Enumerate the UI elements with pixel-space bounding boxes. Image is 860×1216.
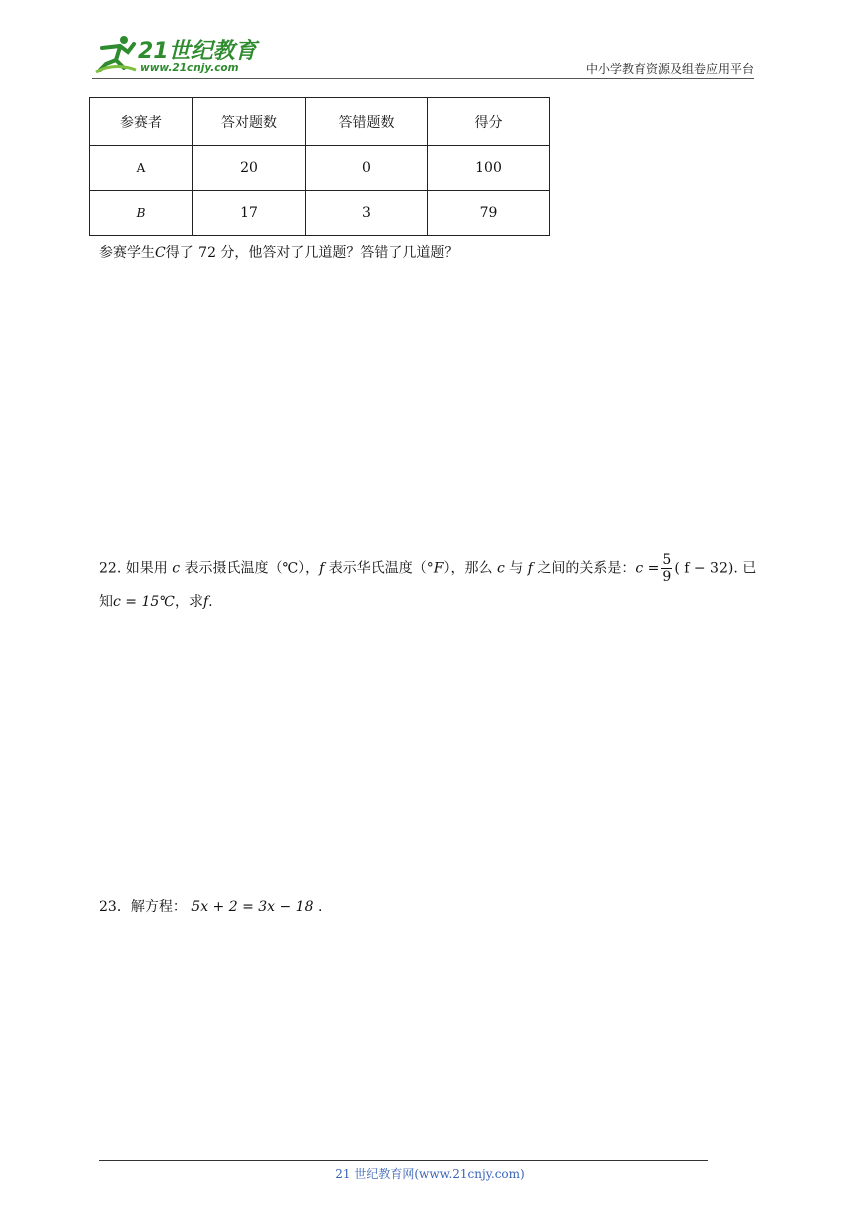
question-number: 22 bbox=[99, 560, 117, 577]
table-header-cell: 答错题数 bbox=[306, 98, 428, 146]
question-22-text-line2 bbox=[99, 592, 213, 612]
q22-var: F bbox=[433, 560, 444, 577]
logo-url: www.21cnjy.com bbox=[140, 62, 239, 74]
runner-logo-icon bbox=[94, 34, 138, 74]
table-header-cell: 答对题数 bbox=[193, 98, 306, 146]
fraction-denominator: 9 bbox=[662, 569, 672, 585]
q22-formula-rhs: ( f − 32) bbox=[674, 560, 734, 577]
q22-var: f bbox=[527, 560, 533, 577]
fraction bbox=[661, 552, 672, 585]
table-row bbox=[90, 146, 550, 191]
table-cell: 100 bbox=[428, 146, 550, 191]
footer-text: 21 世纪教育网(www.21cnjy.com) bbox=[335, 1167, 525, 1181]
q22-var: c bbox=[496, 560, 505, 577]
q21-text-part: 参赛学生 bbox=[99, 245, 155, 261]
q23-text-part: . bbox=[317, 899, 323, 915]
table-cell: B bbox=[90, 191, 193, 236]
header-divider bbox=[92, 78, 754, 79]
q22-given: c = 15℃ bbox=[113, 594, 175, 610]
q22-text-part: ），那么 bbox=[443, 560, 493, 577]
table-header-row bbox=[90, 98, 550, 146]
footer-divider bbox=[99, 1160, 708, 1161]
site-logo bbox=[92, 30, 262, 78]
q22-formula-lhs: c = bbox=[635, 560, 660, 577]
table-cell: 17 bbox=[193, 191, 306, 236]
header-platform-text: 中小学教育资源及组卷应用平台 bbox=[585, 62, 754, 76]
q22-text-part: . 已 bbox=[733, 560, 757, 577]
question-23-text bbox=[99, 897, 322, 917]
question-22-text: 22. 如果用 c 表示摄氏温度（℃），f 表示华氏温度（°F），那么 c 与 f 之间的关系是：c = $\frac{5}{9}$ ( f − 32). 已 bbox=[99, 552, 757, 585]
q22-text-part: 表示摄氏温度（℃）， bbox=[184, 560, 320, 577]
table-header-cell: 参赛者 bbox=[90, 98, 193, 146]
q21-var-c: C bbox=[155, 245, 166, 261]
table-header-cell: 得分 bbox=[428, 98, 550, 146]
table-cell: 79 bbox=[428, 191, 550, 236]
table-cell: 3 bbox=[306, 191, 428, 236]
table-cell: 20 bbox=[193, 146, 306, 191]
table-row bbox=[90, 191, 550, 236]
table-cell: 0 bbox=[306, 146, 428, 191]
q22-var: f bbox=[202, 594, 209, 610]
score-table bbox=[89, 97, 550, 236]
q22-text-part: 之间的关系是： bbox=[537, 560, 636, 577]
q22-var: c bbox=[172, 560, 181, 577]
q23-label: 23．解方程： bbox=[99, 899, 187, 915]
q22-var: f bbox=[319, 560, 325, 577]
q22-text-part: 与 bbox=[509, 560, 524, 577]
q23-equation: 5x + 2 = 3x − 18 bbox=[191, 899, 314, 915]
q22-text-part: ，求 bbox=[174, 594, 203, 610]
fraction-numerator: 5 bbox=[662, 552, 672, 568]
q22-text-part: 表示华氏温度（° bbox=[328, 560, 434, 577]
table-cell: A bbox=[90, 146, 193, 191]
question-21-text bbox=[99, 243, 458, 263]
q22-text-part: . bbox=[208, 594, 213, 610]
q21-text-part: 得了 72 分，他答对了几道题？答错了几道题？ bbox=[165, 245, 459, 261]
logo-title: 21世纪教育 bbox=[138, 39, 257, 64]
q22-text-part: 如果用 bbox=[125, 560, 168, 577]
q22-text-part: 知 bbox=[99, 594, 113, 610]
